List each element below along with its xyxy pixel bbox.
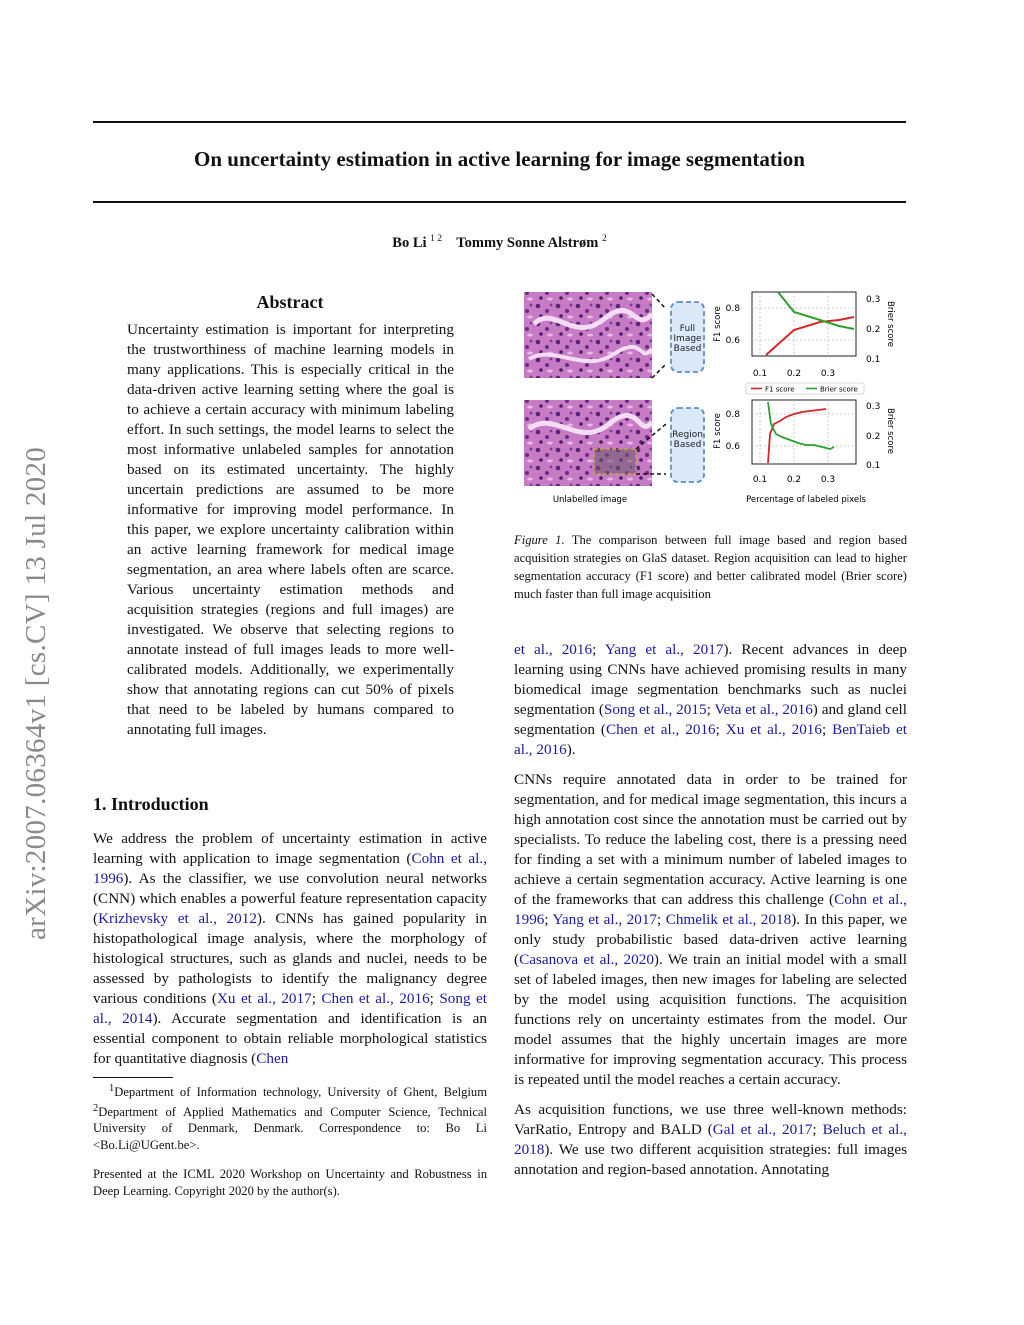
svg-text:F1 score: F1 score [765, 385, 795, 394]
figure-caption: Figure 1. The comparison between full image based and region based acquisition strategies on GlaS dataset. Region acquisition can lead to higher segmentation accuracy (F1 score) and better calibrated model (Brier score) much faster than full image acquisition [514, 533, 907, 601]
citation-link[interactable]: Cohn et al., 1996 [93, 850, 487, 887]
citation-link[interactable]: Krizhevsky et al., 2012 [98, 910, 257, 927]
author-2: Tommy Sonne Alstrøm [456, 234, 599, 251]
footnote-rule [93, 1077, 173, 1078]
svg-text:0.1: 0.1 [866, 461, 881, 471]
citation-link[interactable]: Gal et al., 2017 [712, 1121, 813, 1138]
plot-legend [746, 383, 864, 394]
right-paragraph-3: As acquisition functions, we use three well-known methods: VarRatio, Entropy and BALD (Gal et al., 2017; Beluch et al., 2018). We use two different acquisition strategies: full images annotation and region-based annotation. Annotating [514, 1101, 907, 1178]
svg-text:0.6: 0.6 [725, 336, 740, 346]
citation-link[interactable]: Chen et al., 2016 [321, 990, 430, 1007]
svg-text:Based: Based [673, 344, 702, 354]
abstract-body [127, 320, 454, 740]
svg-text:0.1: 0.1 [752, 369, 768, 379]
svg-text:Region: Region [672, 430, 703, 440]
citation-link[interactable]: Veta et al., 2016 [714, 701, 813, 718]
paper-title: On uncertainty estimation in active learning for image segmentation [194, 147, 805, 171]
caption-label: Figure 1. [514, 533, 565, 547]
right-column-body [514, 640, 907, 1180]
intro-body [93, 829, 487, 1069]
tissue-image-full [524, 292, 652, 378]
svg-text:0.8: 0.8 [725, 410, 740, 420]
abstract-heading: Abstract [256, 292, 324, 312]
citation-link[interactable]: Casanova et al., 2020 [519, 951, 654, 968]
author-list [93, 234, 906, 252]
arxiv-identifier: arXiv:2007.06364v1 [cs.CV] 13 Jul 2020 [20, 446, 52, 940]
right-paragraph-1: et al., 2016; Yang et al., 2017). Recent advances in deep learning using CNNs have achieved promising results in many biomedical image segmentation benchmarks such as nuclei segmentation (Song et al., 2015; Veta et al., 2016) and gland cell segmentation (Chen et al., 2016; Xu et al., 2016; BenTaieb et al., 2016). [514, 641, 908, 758]
svg-text:0.2: 0.2 [866, 432, 881, 442]
plot-region-based [713, 400, 895, 485]
svg-text:0.6: 0.6 [725, 442, 740, 452]
citation-link[interactable]: BenTaieb et al., 2016 [514, 721, 907, 758]
citation-link[interactable]: Yang et al., 2017 [552, 911, 658, 928]
svg-text:0.8: 0.8 [725, 304, 740, 314]
svg-text:0.2: 0.2 [786, 475, 802, 485]
svg-text:0.3: 0.3 [820, 369, 836, 379]
title-rule-top [93, 121, 906, 123]
svg-text:0.1: 0.1 [866, 355, 881, 365]
svg-text:0.1: 0.1 [752, 475, 768, 485]
svg-text:0.3: 0.3 [820, 475, 836, 485]
author-1-affil: 1 2 [430, 234, 443, 244]
f1-line-region [768, 409, 826, 463]
region-based-box [671, 408, 704, 482]
citation-link[interactable]: Song et al., 2014 [93, 990, 487, 1027]
intro-paragraph: We address the problem of uncertainty estimation in active learning with application to image segmentation (Cohn et al., 1996). As the classifier, we use convolution neural networks (CNN) which enables a powerful feature representation capacity (Krizhevsky et al., 2012). CNNs has gained popularity in histopathological image analysis, where the morphology of histological structures, such as glands and nuclei, needs to be assessed by pathologists to identify the malignancy degree various conditions (Xu et al., 2017; Chen et al., 2016; Song et al., 2014). Accurate segmentation and identification is an essential component to obtain reliable morphological statistics for quantitative diagnosis (Chen [93, 830, 487, 1067]
citation-link[interactable]: Chen [256, 1050, 289, 1067]
svg-text:Based: Based [673, 440, 702, 450]
citation-link[interactable]: Chmelik et al., 2018 [665, 911, 792, 928]
author-1: Bo Li [392, 234, 427, 251]
citation-link[interactable]: Chen et al., 2016 [605, 721, 716, 738]
citation-link[interactable]: Yang et al., 2017 [604, 641, 724, 658]
svg-text:Full: Full [679, 324, 696, 334]
full-image-box [671, 302, 704, 372]
svg-text:0.2: 0.2 [866, 325, 881, 335]
title-rule-bottom [93, 201, 906, 203]
svg-text:F1 score: F1 score [713, 413, 723, 449]
svg-text:Image: Image [673, 334, 702, 344]
citation-link[interactable]: Xu et al., 2016 [725, 721, 822, 738]
citation-link[interactable]: et al., 2016 [514, 641, 593, 658]
svg-text:F1 score: F1 score [713, 306, 723, 342]
svg-text:Brier score: Brier score [820, 385, 858, 394]
figure-1 [514, 284, 914, 512]
intro-heading: 1. Introduction [93, 794, 209, 814]
citation-link[interactable]: Xu et al., 2017 [216, 990, 312, 1007]
svg-text:Brier score: Brier score [885, 301, 895, 347]
footnote-affiliations: $^1$Department of Information technology, University of Ghent, Belgium $^2$Department of Applied Mathematics and Computer Science, Technical University of Denmark, Denmark. Correspondence to: Bo Li <Bo.Li@UGent.be>. [93, 1083, 487, 1152]
svg-text:0.3: 0.3 [866, 402, 881, 412]
right-paragraph-2: CNNs require annotated data in order to be trained for segmentation, and for medical image segmentation, this incurs a high annotation cost since the annotation must be carried out by specialists. To reduce the labeling cost, there is a pressing need for finding a set with a minimum number of labeled images to achieve a certain segmentation accuracy. Active learning is one of the frameworks that can address this challenge (Cohn et al., 1996; Yang et al., 2017; Chmelik et al., 2018). In this paper, we only study probabilistic based data-driven active learning (Casanova et al., 2020). We train an initial model with a small set of labeled images, then new images for labeling are selected by the model using acquisition functions. The acquisition functions rely on uncertainty estimates from the model. Our model assumes that the highly uncertain images are more informative for improving segmentation accuracy. This process is repeated until the model reaches a certain accuracy. [514, 771, 907, 1088]
abstract-text: Uncertainty estimation is important for interpreting the trustworthiness of machine learning models in many applications. This is especially critical in the data-driven active learning setting where the goal is to achieve a certain accuracy with minimum labeling effort. In such settings, the model learns to select the most informative unlabeled samples for annotation based on its estimated uncertainty. The highly uncertain predictions are assumed to be more informative for improving model performance. In this paper, we explore uncertainty calibration within an active learning framework for medical image segmentation, an area where labels often are scarce. Various uncertainty estimation methods and acquisition strategies (regions and full images) are investigated. We observe that selecting regions to annotate instead of full images leads to more well-calibrated models. Additionally, we experimentally show that annotating regions can cut 50% of pixels that need to be labeled by humans compared to annotating full images. [127, 321, 454, 738]
tissue-image-region [524, 400, 652, 486]
selected-region [594, 449, 636, 474]
citation-link[interactable]: Beluch et al., 2018 [514, 1121, 907, 1158]
svg-text:0.2: 0.2 [786, 369, 802, 379]
label-x-axis: Percentage of labeled pixels [746, 495, 866, 505]
svg-text:0.3: 0.3 [866, 295, 881, 305]
citation-link[interactable]: Song et al., 2015 [603, 701, 707, 718]
f1-line-full [766, 317, 854, 355]
citation-link[interactable]: Cohn et al., 1996 [514, 891, 907, 928]
svg-text:Brier score: Brier score [885, 408, 895, 454]
author-2-affil: 2 [601, 234, 607, 244]
plot-full-image [713, 292, 895, 379]
label-unlabelled-image: Unlabelled image [552, 495, 628, 505]
footnote-presented: Presented at the ICML 2020 Workshop on Uncertainty and Robustness in Deep Learning. Copyright 2020 by the author(s). [93, 1167, 487, 1198]
